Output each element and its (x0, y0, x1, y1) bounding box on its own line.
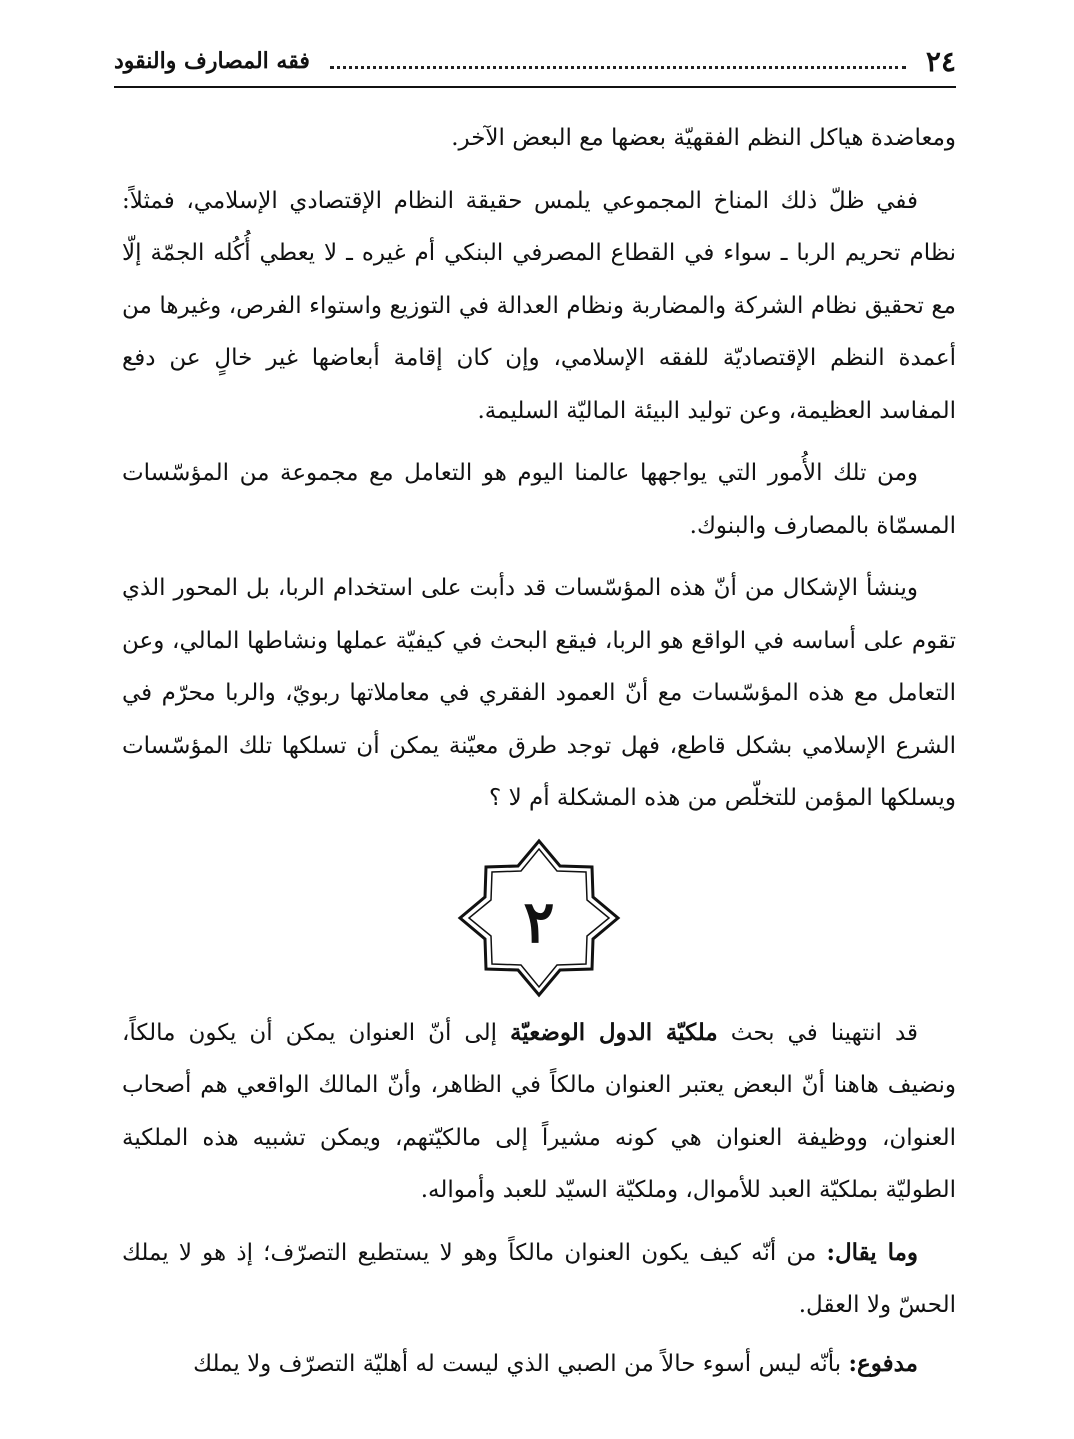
paragraph-4: وينشأ الإشكال من أنّ هذه المؤسّسات قد دأبت على استخدام الربا، بل المحور الذي تقوم على أساسه في الواقع هو الربا، فيقع البحث في كيفيّة عملها ونشاطها المالي، وعن التعامل مع هذه المؤسّسات مع أنّ العمود الفقري في معاملاتها ربويّ، والربا محرّم في الشرع الإسلامي بشكل قاطع، فهل توجد طرق معيّنة يمكن أن تسلكها تلك المؤسّسات ويسلكها المؤمن للتخلّص من هذه المشكلة أم لا ؟ (122, 575, 956, 811)
page-header (114, 36, 956, 88)
paragraph-2: ففي ظلّ ذلك المناخ المجموعي يلمس حقيقة النظام الإقتصادي الإسلامي، فمثلاً: نظام تحريم الربا ـ سواء في القطاع المصرفي البنكي أم غيره ـ لا يعطي أُكُله الجمّة إلّا مع تحقيق نظام الشركة والمضاربة ونظام العدالة في التوزيع واستواء الفرص، وغيرها من أعمدة النظم الإقتصاديّة للفقه الإسلامي، وإن كان إقامة أبعاضها غير خالٍ عن دفع المفاسد العظيمة، وعن توليد البيئة الماليّة السليمة. (122, 187, 956, 424)
book-title: فقه المصارف والنقود (114, 48, 310, 74)
paragraph-5-start: قد انتهينا في بحث (717, 1019, 919, 1046)
section-number: ٢ (523, 887, 555, 956)
header-dotted-leader (330, 66, 906, 69)
section-marker (122, 837, 956, 999)
paragraph-7-bold-lead: مدفوع: (848, 1349, 918, 1377)
page-number: ٢٤ (925, 44, 956, 78)
paragraph-6 (122, 1227, 956, 1332)
paragraph-6-rest: من أنّه كيف يكون العنوان مالكاً وهو لا يستطيع التصرّف؛ إذ هو لا يملك الحسّ ولا العقل. (122, 1239, 956, 1318)
paragraph-1: ومعاضدة هياكل النظم الفقهيّة بعضها مع البعض الآخر. (451, 125, 956, 151)
paragraph-3: ومن تلك الأُمور التي يواجهها عالمنا اليوم هو التعامل مع مجموعة من المؤسّسات المسمّاة بالمصارف والبنوك. (122, 460, 956, 539)
paragraph-5-rest: إلى أنّ العنوان يمكن أن يكون مالكاً، ونضيف هاهنا أنّ البعض يعتبر العنوان مالكاً في الظاهر، وأنّ المالك الواقعي هم أصحاب العنوان، ووظيفة العنوان هي كونه مشيراً إلى مالكيّتهم، ويمكن تشبيه هذه الملكية الطوليّة بملكيّة العبد للأموال، وملكيّة السيّد للعبد وأمواله. (122, 1019, 956, 1203)
paragraph-6-bold-lead: وما يقال: (826, 1238, 919, 1266)
eight-point-star-icon (454, 837, 624, 999)
page-body (122, 112, 956, 1396)
paragraph-7-rest: بأنّه ليس أسوء حالاً من الصبي الذي ليست له أهليّة التصرّف ولا يملك (193, 1350, 849, 1377)
paragraph-5-bold-term: ملكيّة الدول الوضعيّة (509, 1018, 718, 1046)
paragraph-5 (122, 1007, 956, 1217)
paragraph-7 (122, 1338, 956, 1391)
